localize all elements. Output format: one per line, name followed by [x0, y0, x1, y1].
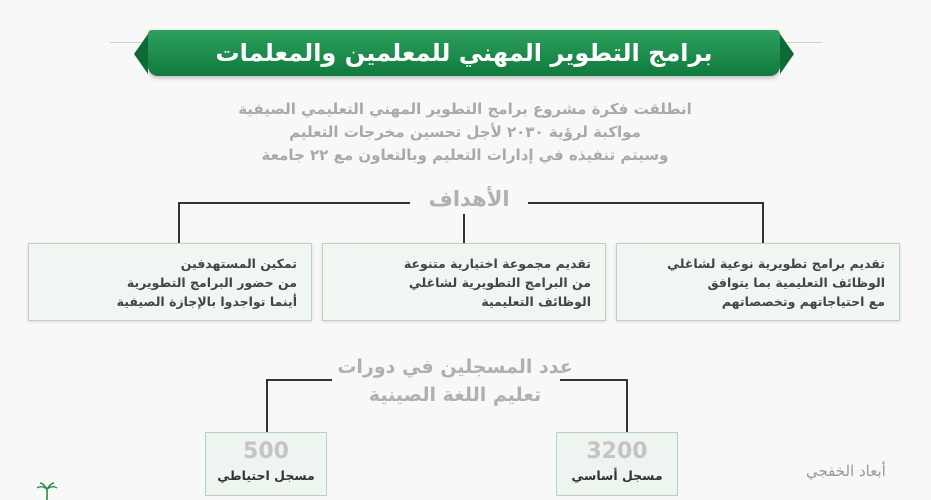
- goal-3-line-3: أينما تواجدوا بالإجازة الصيفية: [116, 294, 297, 309]
- goal-1-line-3: مع احتياجاتهم وتخصصاتهم: [721, 294, 885, 309]
- goals-heading: الأهداف: [428, 187, 510, 211]
- intro-line-1: انطلقت فكرة مشروع برامج التطوير المهني التعليمي الصيفية: [238, 100, 692, 118]
- goal-card-2: [322, 243, 606, 321]
- goals-connector-left-drop: [178, 202, 180, 244]
- reserve-registrants-count: 500: [243, 439, 289, 464]
- title-banner: [148, 30, 780, 76]
- palm-logo-icon: [36, 482, 58, 500]
- goal-2-line-2: من البرامج التطويرية لشاغلي: [408, 275, 591, 290]
- goal-card-3: [28, 243, 312, 321]
- registrants-connector-left-v: [266, 379, 268, 433]
- goal-2-line-3: الوظائف التعليمية: [481, 294, 591, 309]
- goal-1-line-2: الوظائف التعليمية بما يتوافق: [707, 275, 885, 290]
- registrants-heading-line-2: تعليم اللغة الصينية: [368, 384, 542, 406]
- reserve-registrants-label: مسجل احتياطي: [217, 468, 315, 483]
- basic-registrants-label: مسجل أساسي: [571, 468, 663, 483]
- goals-connector-right-drop: [762, 202, 764, 244]
- registrants-connector-left-h: [266, 379, 332, 381]
- goal-3-line-2: من حضور البرامج التطويرية: [126, 275, 297, 290]
- basic-registrants-count: 3200: [586, 439, 648, 464]
- goals-connector-center-drop: [463, 214, 465, 244]
- page-title: برامج التطوير المهني للمعلمين والمعلمات: [215, 39, 713, 67]
- watermark-text: أبعاد الخفجي: [806, 462, 886, 480]
- intro-line-2: مواكبة لرؤية ٢٠٣٠ لأجل تحسين مخرجات التعليم: [289, 123, 641, 141]
- registrants-connector-right-v: [626, 379, 628, 433]
- registrants-connector-right-h: [560, 379, 628, 381]
- goals-connector-top-right: [528, 202, 764, 204]
- basic-registrants-card: [556, 432, 678, 496]
- goal-3-line-1: تمكين المستهدفين: [180, 256, 297, 271]
- goal-1-line-1: تقديم برامج تطويرية نوعية لشاغلي: [667, 256, 885, 271]
- goal-2-line-1: تقديم مجموعة اختيارية متنوعة: [403, 256, 591, 271]
- goals-connector-top-left: [178, 202, 410, 204]
- goal-card-1: [616, 243, 900, 321]
- registrants-heading-line-1: عدد المسجلين في دورات: [337, 356, 573, 378]
- reserve-registrants-card: [205, 432, 327, 496]
- intro-line-3: وسيتم تنفيذه في إدارات التعليم وبالتعاون مع ٢٢ جامعة: [261, 146, 669, 164]
